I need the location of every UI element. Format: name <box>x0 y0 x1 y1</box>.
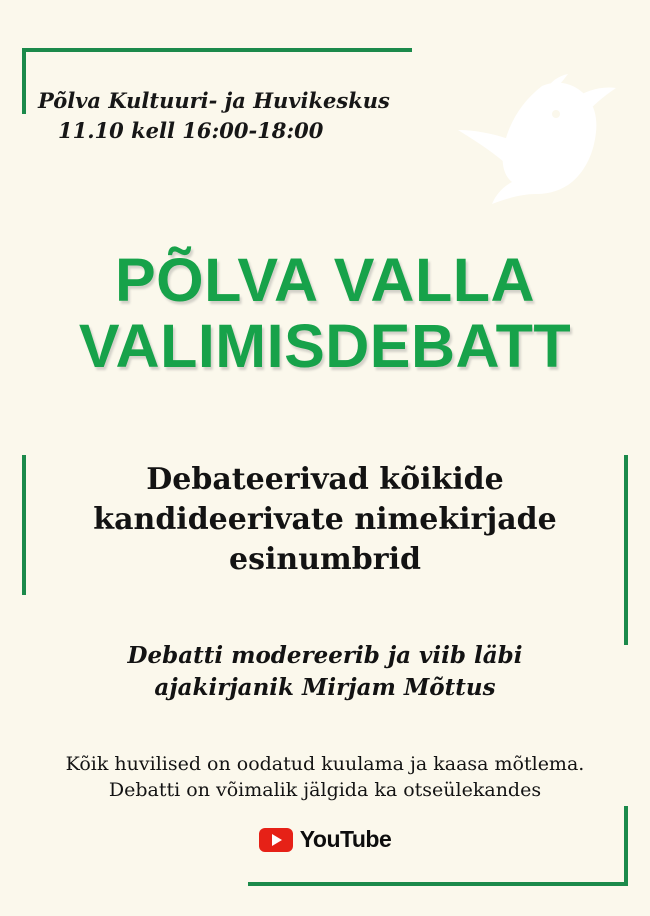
hummingbird-icon <box>446 70 616 220</box>
subtitle-line-3: esinumbrid <box>229 541 421 577</box>
event-datetime: 11.10 kell 16:00-18:00 <box>58 118 324 144</box>
subtitle-line-1: Debateerivad kõikide <box>146 462 504 497</box>
page-title <box>0 248 650 380</box>
frame-line-left-middle <box>22 455 26 595</box>
title-line-2: VALIMISDEBATT <box>78 311 572 380</box>
moderator-line-1: Debatti modereerib ja viib läbi <box>127 642 523 669</box>
youtube-play-icon <box>259 828 293 852</box>
moderator-line-2: ajakirjanik Mirjam Mõttus <box>154 673 496 701</box>
venue-name: Põlva Kultuuri- ja Huvikeskus <box>38 88 390 113</box>
youtube-label: YouTube <box>299 826 392 852</box>
page-subtitle <box>40 460 610 580</box>
frame-line-top <box>22 48 412 52</box>
note-line-2: Debatti on võimalik jälgida ka otseülekandes <box>108 778 542 801</box>
audience-note <box>24 752 626 803</box>
event-venue-and-time <box>38 86 468 147</box>
frame-line-left-top <box>22 48 26 114</box>
moderator-info <box>60 640 590 703</box>
note-line-1: Kõik huvilised on oodatud kuulama ja kaasa mõtlema. <box>65 753 585 775</box>
title-line-1: PÕLVA VALLA <box>114 246 536 314</box>
frame-line-right-middle <box>624 455 628 645</box>
frame-line-bottom <box>248 882 628 886</box>
youtube-logo[interactable] <box>0 826 650 853</box>
subtitle-line-2: kandideerivate nimekirjade <box>93 501 557 537</box>
